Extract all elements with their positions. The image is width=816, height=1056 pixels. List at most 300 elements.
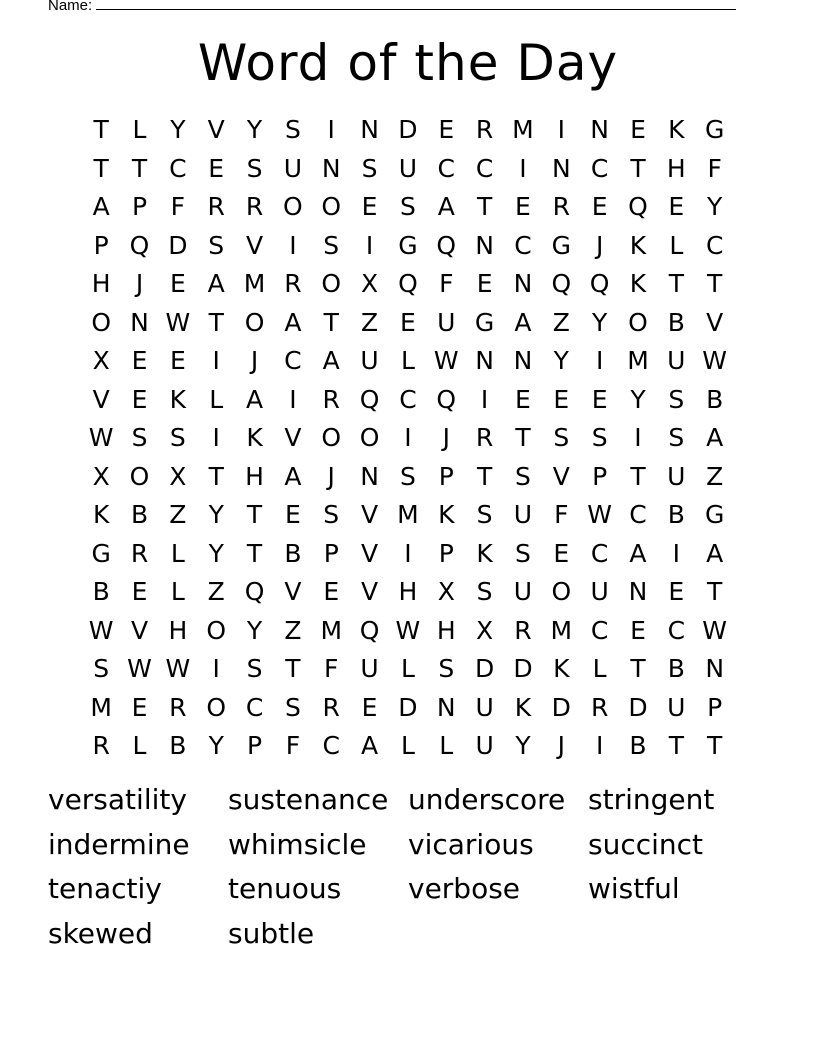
grid-letter[interactable]: Y	[246, 115, 263, 144]
grid-letter[interactable]: P	[131, 192, 148, 221]
grid-letter[interactable]: D	[398, 115, 418, 144]
grid-letter[interactable]: W	[88, 615, 114, 645]
grid-letter[interactable]: F	[324, 654, 339, 683]
grid-letter[interactable]: I	[212, 346, 220, 375]
grid-letter[interactable]: K	[438, 500, 455, 529]
grid-letter[interactable]: P	[93, 230, 109, 260]
grid-letter[interactable]: S	[668, 384, 685, 414]
grid-letter[interactable]: Y	[246, 615, 263, 645]
grid-letter[interactable]: Q	[589, 269, 610, 298]
grid-letter[interactable]: B	[667, 654, 685, 683]
grid-letter[interactable]: E	[630, 615, 646, 645]
grid-letter[interactable]: W	[165, 307, 191, 337]
grid-letter[interactable]: A	[245, 384, 264, 414]
grid-letter[interactable]: Y	[515, 731, 531, 760]
grid-letter[interactable]: Q	[359, 384, 380, 414]
grid-letter[interactable]: V	[706, 307, 724, 337]
word-list-item: whimsicle	[228, 827, 367, 861]
name-blank-line[interactable]	[96, 0, 736, 10]
grid-letter[interactable]: O	[129, 461, 150, 491]
grid-letter[interactable]: N	[436, 692, 456, 722]
grid-letter[interactable]: O	[359, 423, 380, 452]
grid-letter[interactable]: C	[284, 346, 302, 375]
grid-letter[interactable]: B	[284, 538, 302, 568]
grid-letter[interactable]: T	[476, 461, 493, 491]
grid-letter[interactable]: H	[168, 615, 188, 645]
grid-letter[interactable]: R	[322, 384, 340, 414]
grid-letter[interactable]: W	[88, 423, 114, 452]
grid-letter[interactable]: O	[244, 307, 265, 337]
grid-letter[interactable]: E	[553, 538, 570, 568]
grid-letter[interactable]: I	[289, 384, 297, 414]
grid-letter[interactable]: K	[629, 230, 647, 260]
grid-letter[interactable]: I	[212, 423, 220, 452]
grid-letter[interactable]: S	[476, 577, 493, 606]
grid-letter[interactable]: D	[168, 230, 188, 260]
grid-letter[interactable]: V	[552, 461, 570, 491]
grid-letter[interactable]: W	[127, 654, 152, 683]
grid-letter[interactable]: T	[707, 577, 723, 606]
grid-letter[interactable]: S	[131, 423, 148, 452]
grid-letter[interactable]: I	[404, 538, 412, 568]
grid-letter[interactable]: Y	[208, 538, 224, 568]
grid-letter[interactable]: B	[130, 500, 149, 529]
grid-letter[interactable]: T	[285, 654, 301, 683]
grid-letter[interactable]: K	[169, 384, 187, 414]
grid-letter[interactable]: U	[475, 692, 494, 722]
grid-letter[interactable]: B	[629, 731, 647, 760]
grid-letter[interactable]: T	[630, 153, 646, 183]
grid-letter[interactable]: S	[476, 500, 493, 529]
grid-letter[interactable]: E	[131, 346, 148, 375]
grid-letter[interactable]: A	[361, 731, 379, 760]
grid-letter[interactable]: N	[475, 230, 494, 260]
grid-letter[interactable]: B	[92, 577, 110, 606]
grid-letter[interactable]: N	[360, 115, 379, 144]
grid-letter[interactable]: T	[668, 731, 684, 760]
grid-letter[interactable]: Q	[436, 230, 457, 260]
grid-letter[interactable]: H	[91, 269, 111, 298]
grid-letter[interactable]: I	[212, 654, 220, 683]
grid-letter[interactable]: M	[90, 692, 112, 722]
grid-letter[interactable]: E	[323, 577, 340, 606]
grid-letter[interactable]: O	[551, 577, 572, 606]
grid-letter[interactable]: T	[246, 538, 263, 568]
grid-letter[interactable]: Y	[707, 192, 723, 221]
grid-letter[interactable]: A	[92, 192, 110, 221]
grid-letter[interactable]: C	[475, 153, 494, 183]
grid-letter[interactable]: D	[513, 654, 533, 683]
grid-letter[interactable]: L	[400, 731, 415, 760]
grid-letter[interactable]: C	[399, 384, 417, 414]
grid-letter[interactable]: S	[361, 153, 378, 183]
word-list-item: tenuous	[228, 872, 342, 905]
grid-letter[interactable]: G	[91, 538, 111, 568]
grid-letter[interactable]: U	[437, 307, 456, 337]
grid-letter[interactable]: W	[702, 346, 728, 375]
grid-letter[interactable]: C	[514, 230, 532, 260]
grid-letter[interactable]: F	[285, 731, 301, 760]
grid-letter[interactable]: V	[361, 500, 379, 529]
grid-letter[interactable]: P	[323, 538, 339, 568]
grid-letter[interactable]: R	[552, 192, 570, 221]
grid-letter[interactable]: R	[284, 269, 302, 298]
grid-letter[interactable]: E	[553, 384, 570, 414]
grid-letter[interactable]: O	[321, 269, 342, 298]
grid-letter[interactable]: N	[628, 577, 648, 606]
name-field[interactable]	[48, 0, 736, 15]
grid-letter[interactable]: W	[395, 615, 421, 645]
grid-letter[interactable]: R	[475, 423, 494, 452]
grid-letter[interactable]: G	[398, 230, 418, 260]
grid-letter[interactable]: R	[590, 692, 609, 722]
grid-letter[interactable]: R	[322, 692, 340, 722]
grid-letter[interactable]: E	[668, 192, 685, 221]
grid-letter[interactable]: I	[595, 346, 604, 375]
grid-letter[interactable]: I	[557, 115, 565, 144]
grid-letter[interactable]: D	[398, 692, 418, 722]
grid-letter[interactable]: I	[672, 538, 681, 568]
grid-letter[interactable]: C	[629, 500, 647, 529]
grid-letter[interactable]: E	[131, 692, 148, 722]
grid-letter[interactable]: I	[595, 731, 604, 760]
grid-letter[interactable]: O	[206, 692, 227, 722]
grid-letter[interactable]: E	[169, 269, 186, 298]
grid-letter[interactable]: W	[702, 615, 728, 645]
grid-letter[interactable]: U	[475, 731, 494, 760]
grid-letter[interactable]: X	[92, 346, 110, 375]
grid-letter[interactable]: O	[91, 307, 112, 337]
grid-letter[interactable]: A	[207, 269, 225, 298]
grid-letter[interactable]: X	[437, 577, 455, 606]
grid-letter[interactable]: L	[400, 654, 415, 683]
grid-letter[interactable]: U	[513, 500, 533, 529]
grid-letter[interactable]: B	[667, 500, 685, 529]
grid-letter[interactable]: S	[208, 230, 225, 260]
grid-letter[interactable]: S	[438, 654, 455, 683]
grid-letter[interactable]: Q	[436, 384, 457, 414]
grid-letter[interactable]: Q	[398, 269, 418, 298]
grid-letter[interactable]: W	[165, 654, 191, 683]
grid-letter[interactable]: S	[169, 423, 186, 452]
grid-letter[interactable]: C	[705, 230, 724, 260]
grid-letter[interactable]: A	[629, 538, 647, 568]
grid-letter[interactable]: E	[476, 269, 493, 298]
grid-letter[interactable]: Y	[208, 731, 224, 760]
grid-letter[interactable]: U	[360, 346, 379, 375]
grid-letter[interactable]: X	[169, 461, 187, 491]
grid-letter[interactable]: Z	[706, 461, 724, 491]
grid-letter[interactable]: I	[365, 230, 374, 260]
grid-letter[interactable]: X	[476, 615, 494, 645]
grid-letter[interactable]: T	[208, 461, 224, 491]
grid-letter[interactable]: T	[323, 307, 339, 337]
grid-letter[interactable]: R	[207, 192, 225, 221]
grid-letter[interactable]: R	[475, 115, 494, 144]
grid-letter[interactable]: Y	[553, 346, 569, 375]
grid-letter[interactable]: M	[397, 500, 419, 529]
grid-letter[interactable]: E	[630, 115, 646, 144]
grid-letter[interactable]: J	[327, 461, 335, 491]
grid-letter[interactable]: N	[513, 346, 533, 375]
grid-row	[82, 727, 734, 766]
grid-letter[interactable]: S	[246, 153, 263, 183]
grid-letter[interactable]: V	[284, 423, 302, 452]
grid-letter[interactable]: Q	[359, 615, 380, 645]
grid-letter[interactable]: S	[323, 500, 340, 529]
grid-letter[interactable]: R	[169, 692, 187, 722]
grid-letter[interactable]: G	[704, 115, 725, 144]
grid-letter[interactable]: A	[284, 461, 302, 491]
word-list-item: versatility	[48, 783, 187, 816]
grid-letter[interactable]: Y	[170, 115, 186, 144]
grid-letter[interactable]: E	[591, 192, 608, 221]
grid-letter[interactable]: E	[515, 192, 531, 221]
grid-row	[82, 535, 734, 574]
grid-letter[interactable]: I	[327, 115, 335, 144]
grid-letter[interactable]: E	[361, 192, 378, 221]
grid-letter[interactable]: M	[320, 615, 343, 645]
grid-letter[interactable]: T	[668, 269, 684, 298]
grid-letter[interactable]: S	[284, 115, 301, 144]
grid-letter[interactable]: L	[170, 577, 185, 606]
grid-letter[interactable]: C	[590, 538, 609, 568]
grid-letter[interactable]: S	[284, 692, 301, 722]
grid-letter[interactable]: S	[93, 654, 110, 683]
grid-letter[interactable]: C	[437, 153, 455, 183]
grid-letter[interactable]: F	[707, 153, 722, 183]
grid-letter[interactable]: A	[284, 307, 302, 337]
grid-letter[interactable]: B	[169, 731, 187, 760]
grid-letter[interactable]: P	[247, 731, 263, 760]
grid-letter[interactable]: N	[551, 153, 571, 183]
grid-letter[interactable]: X	[92, 461, 110, 491]
grid-letter[interactable]: N	[475, 346, 494, 375]
grid-letter[interactable]: U	[283, 153, 303, 183]
grid-letter[interactable]: A	[437, 192, 455, 221]
grid-letter[interactable]: K	[514, 692, 532, 722]
grid-letter[interactable]: M	[550, 615, 573, 645]
grid-letter[interactable]: Z	[169, 500, 187, 529]
grid-letter[interactable]: E	[515, 384, 531, 414]
grid-letter[interactable]: I	[404, 423, 412, 452]
grid-letter[interactable]: C	[667, 615, 686, 645]
grid-letter[interactable]: Q	[129, 230, 150, 260]
grid-letter[interactable]: C	[245, 692, 264, 722]
grid-letter[interactable]: O	[321, 423, 342, 452]
grid-letter[interactable]: H	[666, 153, 686, 183]
grid-letter[interactable]: K	[246, 423, 263, 452]
grid-letter[interactable]: S	[323, 230, 340, 260]
grid-letter[interactable]: I	[519, 153, 527, 183]
grid-letter[interactable]: J	[135, 269, 144, 298]
word-list-item: vicarious	[408, 827, 534, 861]
grid-letter[interactable]: L	[400, 346, 415, 375]
grid-letter[interactable]: H	[398, 577, 418, 606]
grid-letter[interactable]: M	[627, 346, 649, 375]
grid-letter[interactable]: C	[590, 153, 609, 183]
grid-letter[interactable]: S	[399, 461, 416, 491]
grid-letter[interactable]: S	[668, 423, 685, 452]
grid-letter[interactable]: I	[289, 230, 297, 260]
grid-letter[interactable]: T	[93, 153, 109, 183]
grid-letter[interactable]: S	[591, 423, 608, 452]
grid-letter[interactable]: E	[591, 384, 608, 414]
grid-letter[interactable]: U	[360, 654, 379, 683]
grid-letter[interactable]: Z	[284, 615, 302, 645]
grid-row	[82, 612, 734, 651]
grid-letter[interactable]: N	[321, 153, 341, 183]
grid-letter[interactable]: E	[668, 577, 685, 606]
grid-letter[interactable]: T	[515, 423, 531, 452]
grid-letter[interactable]: E	[131, 577, 148, 606]
grid-letter[interactable]: S	[246, 654, 263, 683]
grid-letter[interactable]: F	[170, 192, 186, 221]
grid-letter[interactable]: D	[628, 692, 648, 722]
grid-letter[interactable]: U	[590, 577, 609, 606]
grid-letter[interactable]: U	[513, 577, 533, 606]
grid-letter[interactable]: Z	[207, 577, 225, 606]
grid-letter[interactable]: A	[322, 346, 340, 375]
grid-letter[interactable]: N	[705, 654, 725, 683]
grid-letter[interactable]: U	[667, 461, 686, 491]
grid-letter[interactable]: U	[667, 346, 686, 375]
grid-letter[interactable]: A	[514, 307, 532, 337]
grid-letter[interactable]: Q	[244, 577, 265, 606]
grid-letter[interactable]: I	[634, 423, 642, 452]
grid-letter[interactable]: T	[131, 153, 148, 183]
grid-letter[interactable]: R	[130, 538, 149, 568]
grid-letter[interactable]: N	[130, 307, 149, 337]
grid-letter[interactable]: L	[132, 731, 147, 760]
grid-letter[interactable]: S	[515, 538, 531, 568]
grid-letter[interactable]: Z	[552, 307, 570, 337]
grid-letter[interactable]: E	[438, 115, 455, 144]
grid-letter[interactable]: Q	[628, 192, 648, 221]
grid-letter[interactable]: S	[553, 423, 570, 452]
grid-letter[interactable]: R	[92, 731, 110, 760]
grid-letter[interactable]: K	[553, 654, 570, 683]
grid-letter[interactable]: E	[208, 153, 225, 183]
grid-letter[interactable]: U	[398, 153, 418, 183]
grid-letter[interactable]: L	[669, 230, 684, 260]
grid-letter[interactable]: K	[476, 538, 493, 568]
grid-letter[interactable]: V	[207, 115, 225, 144]
grid-letter[interactable]: N	[590, 115, 609, 144]
grid-letter[interactable]: T	[93, 115, 109, 144]
grid-letter[interactable]: V	[130, 615, 149, 645]
grid-letter[interactable]: O	[206, 615, 227, 645]
grid-letter[interactable]: N	[360, 461, 379, 491]
grid-letter[interactable]: K	[668, 115, 685, 144]
grid-letter[interactable]: K	[92, 500, 110, 529]
grid-letter[interactable]: H	[245, 461, 264, 491]
grid-letter[interactable]: Y	[630, 384, 646, 414]
grid-letter[interactable]: D	[474, 654, 495, 683]
grid-letter[interactable]: T	[630, 461, 646, 491]
grid-letter[interactable]: L	[132, 115, 147, 144]
grid-letter[interactable]: O	[283, 192, 303, 221]
grid-letter[interactable]: E	[284, 500, 301, 529]
grid-letter[interactable]: T	[246, 500, 263, 529]
grid-letter[interactable]: I	[480, 384, 489, 414]
grid-letter[interactable]: Y	[208, 500, 224, 529]
grid-letter[interactable]: C	[169, 153, 187, 183]
grid-letter[interactable]: F	[439, 269, 454, 298]
grid-letter[interactable]: S	[399, 192, 416, 221]
grid-letter[interactable]: V	[284, 577, 302, 606]
grid-letter[interactable]: C	[322, 731, 340, 760]
grid-letter[interactable]: L	[209, 384, 224, 414]
grid-letter[interactable]: Y	[592, 307, 608, 337]
grid-letter[interactable]: P	[438, 538, 454, 568]
word-list-item: sustenance	[228, 783, 389, 816]
grid-letter[interactable]: U	[667, 692, 686, 722]
grid-letter[interactable]: A	[706, 423, 724, 452]
grid-letter[interactable]: N	[513, 269, 533, 298]
grid-letter[interactable]: R	[245, 192, 264, 221]
grid-letter[interactable]: V	[361, 577, 379, 606]
grid-letter[interactable]: J	[595, 230, 604, 260]
grid-letter[interactable]: S	[515, 461, 531, 491]
grid-letter[interactable]: B	[706, 384, 724, 414]
grid-letter[interactable]: D	[551, 692, 571, 722]
grid-letter[interactable]: W	[587, 500, 612, 529]
grid-letter[interactable]: E	[400, 307, 416, 337]
grid-letter[interactable]: E	[131, 384, 148, 414]
grid-letter[interactable]: C	[590, 615, 609, 645]
grid-letter[interactable]: L	[170, 538, 185, 568]
grid-letter[interactable]: X	[361, 269, 379, 298]
grid-letter[interactable]: E	[169, 346, 186, 375]
grid-letter[interactable]: L	[592, 654, 607, 683]
grid-letter[interactable]: T	[707, 269, 723, 298]
grid-letter[interactable]: A	[706, 538, 724, 568]
grid-letter[interactable]: V	[361, 538, 379, 568]
grid-letter[interactable]: T	[476, 192, 493, 221]
grid-letter[interactable]: J	[442, 423, 450, 452]
grid-letter[interactable]: F	[554, 500, 569, 529]
grid-letter[interactable]: V	[245, 230, 264, 260]
grid-letter[interactable]: W	[433, 346, 459, 375]
grid-letter[interactable]: O	[628, 307, 648, 337]
grid-letter[interactable]: G	[551, 230, 571, 260]
grid-letter[interactable]: K	[629, 269, 647, 298]
grid-letter[interactable]: P	[592, 461, 608, 491]
grid-letter[interactable]: T	[707, 731, 723, 760]
grid-letter[interactable]: P	[438, 461, 454, 491]
grid-letter[interactable]: E	[361, 692, 378, 722]
grid-letter[interactable]: Z	[361, 307, 379, 337]
grid-letter[interactable]: J	[250, 346, 259, 375]
grid-letter[interactable]: G	[474, 307, 495, 337]
grid-letter[interactable]: H	[436, 615, 456, 645]
grid-letter[interactable]: L	[439, 731, 454, 760]
grid-letter[interactable]: M	[512, 115, 534, 144]
grid-letter[interactable]: Q	[551, 269, 572, 298]
grid-letter[interactable]: M	[243, 269, 266, 298]
grid-letter[interactable]: V	[92, 384, 110, 414]
grid-letter[interactable]: P	[707, 692, 723, 722]
grid-letter[interactable]: J	[557, 731, 565, 760]
grid-letter[interactable]: T	[208, 307, 224, 337]
word-list-item: stringent	[588, 783, 715, 816]
grid-letter[interactable]: B	[667, 307, 685, 337]
grid-letter[interactable]: T	[630, 654, 646, 683]
grid-letter[interactable]: O	[321, 192, 342, 221]
grid-letter[interactable]: G	[704, 500, 725, 529]
grid-letter[interactable]: R	[514, 615, 532, 645]
